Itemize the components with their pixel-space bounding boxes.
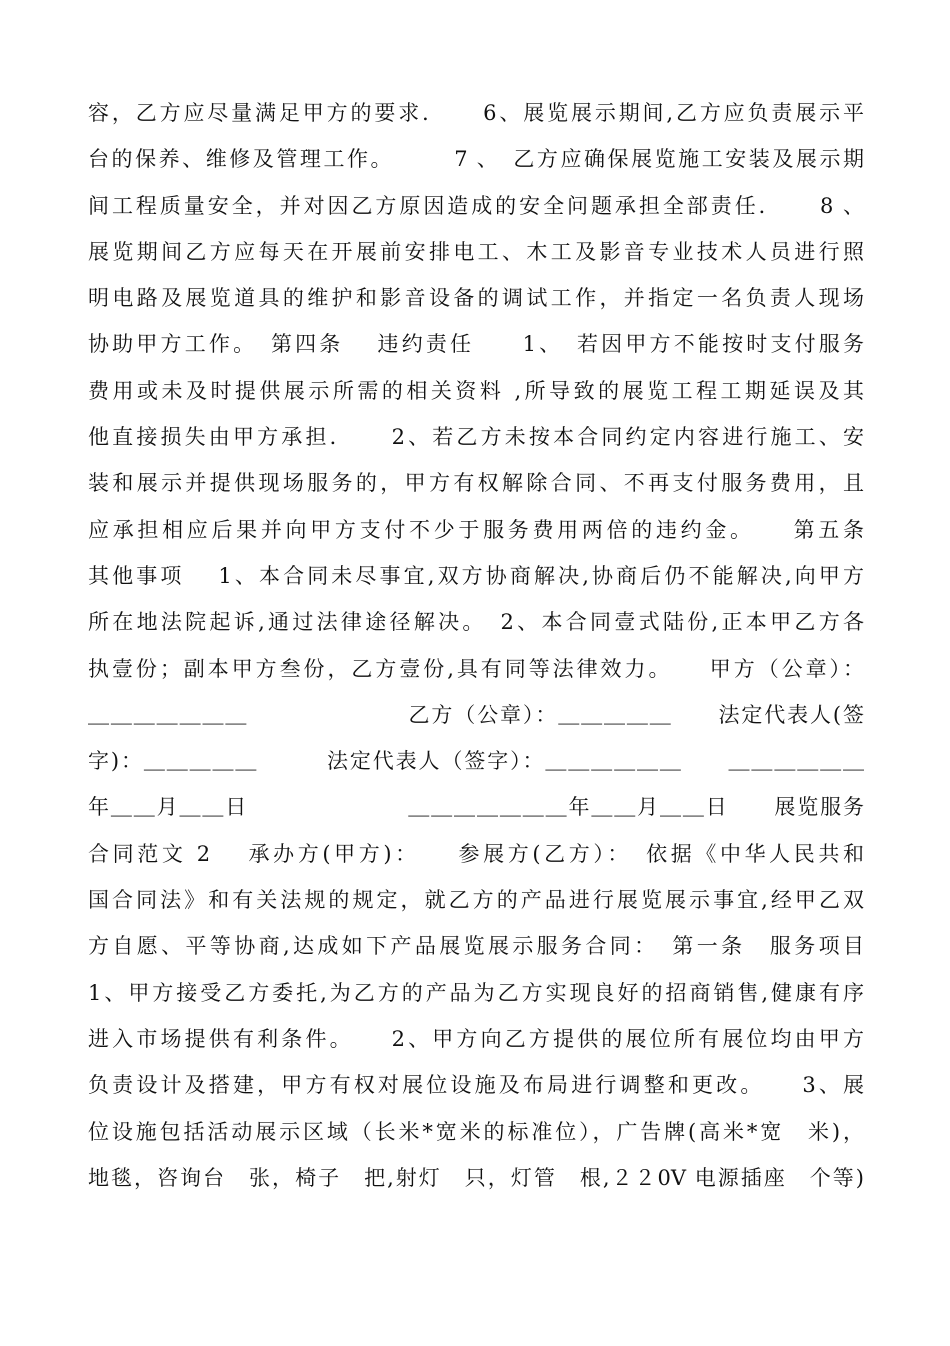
text-line: 负责设计及搭建，甲方有权对展位设施及布局进行调整和更改。 3、展 — [88, 1073, 864, 1098]
text-line: 容，乙方应尽量满足甲方的要求． 6、展览展示期间,乙方应负责展示平 — [88, 101, 864, 125]
text-line: 方自愿、平等协商,达成如下产品展览展示服务合同： 第一条 服务项目 — [88, 934, 864, 959]
text-line: 台的保养、维修及管理工作。 7 、 乙方应确保展览施工安装及展示期 — [88, 147, 864, 172]
text-line: 费用或未及时提供展示所需的相关资料 ,所导致的展览工程工期延误及其 — [88, 378, 864, 403]
text-line: 地毯，咨询台 张，椅子 把,射灯 只，灯管 根,２２0V 电源插座 个等) — [88, 1165, 864, 1190]
text-line: 执壹份；副本甲方叁份，乙方壹份,具有同等法律效力。 甲方（公章）： — [88, 656, 864, 681]
text-line: 他直接损失由甲方承担． 2、若乙方未按本合同约定内容进行施工、安 — [88, 425, 864, 450]
text-line: 所在地法院起诉,通过法律途径解决。 2、本合同壹式陆份,正本甲乙方各 — [88, 610, 864, 635]
text-line: 1、甲方接受乙方委托,为乙方的产品为乙方实现良好的招商销售,健康有序 — [88, 980, 864, 1005]
text-line: 国合同法》和有关法规的规定，就乙方的产品进行展览展示事宜,经甲乙双 — [88, 888, 864, 913]
text-line: 应承担相应后果并向甲方支付不少于服务费用两倍的违约金。 第五条 — [88, 517, 864, 542]
text-line: 合同范文 2 承办方(甲方)： 参展方(乙方）： 依据《中华人民共和 — [88, 841, 864, 866]
text-line: 协助甲方工作。 第四条 违约责任 1、 若因甲方不能按时支付服务 — [88, 332, 864, 357]
text-line: 进入市场提供有利条件。 2、甲方向乙方提供的展位所有展位均由甲方 — [88, 1026, 864, 1051]
text-line: 明电路及展览道具的维护和影音设备的调试工作，并指定一名负责人现场 — [88, 286, 864, 311]
text-line: 展览期间乙方应每天在开展前安排电工、木工及影音专业技术人员进行照 — [88, 239, 864, 264]
date-line: 年＿＿月＿＿日 ＿＿＿＿＿＿＿年＿＿月＿＿日 展览服务 — [88, 795, 864, 820]
text-line: 其他事项 1、本合同未尽事宜,双方协商解决,协商后仍不能解决,向甲方 — [88, 563, 864, 588]
signature-line: 字)：＿＿＿＿＿ 法定代表人（签字）：＿＿＿＿＿＿ ＿＿＿＿＿＿ — [88, 749, 864, 774]
text-line: 位设施包括活动展示区域（长米*宽米的标准位），广告牌(高米*宽 米)， — [88, 1119, 864, 1144]
text-line: 间工程质量安全，并对因乙方原因造成的安全问题承担全部责任． 8 、 — [88, 193, 864, 218]
contract-text-body — [88, 90, 864, 1201]
text-line: 装和展示并提供现场服务的，甲方有权解除合同、不再支付服务费用，且 — [88, 471, 864, 496]
signature-line: ＿＿＿＿＿＿＿ 乙方（公章）：＿＿＿＿＿ 法定代表人(签 — [88, 702, 864, 727]
